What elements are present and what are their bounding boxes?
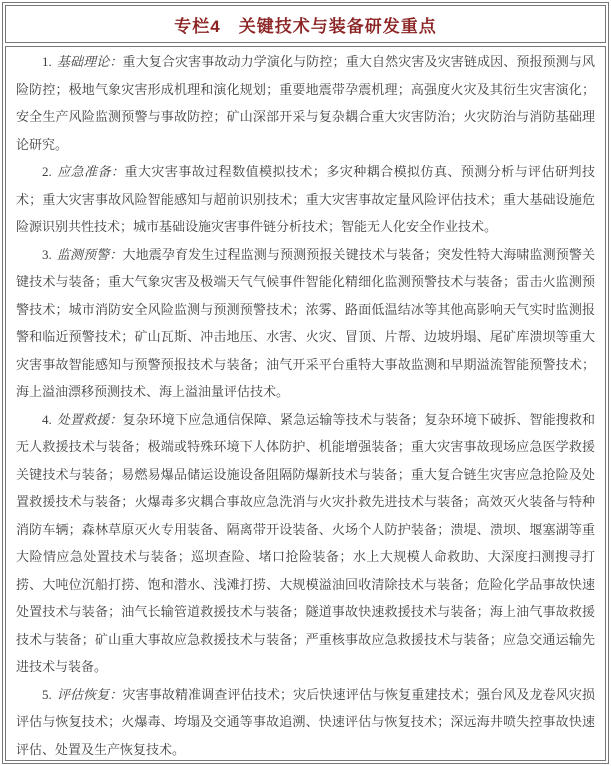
panel-title-box	[5, 5, 606, 43]
column-panel	[2, 2, 609, 764]
paragraph	[16, 48, 595, 158]
paragraph-text: 重大灾害事故过程数值模拟技术；多灾种耦合模拟仿真、预测分析与评估研判技术；重大灾害事故风险智能感知与超前识别技术；重大灾害事故定量风险评估技术；重大基础设施危险源识别共性技术；城市基础设施灾害事件链分析技术；智能无人化安全作业技术。	[16, 164, 595, 234]
paragraph-text: 大地震孕育发生过程监测与预测预报关键技术与装备；突发性特大海啸监测预警关键技术与装备；重大气象灾害及极端天气气候事件智能化精细化监测预警技术与装备；雷击火监测预警技术；城市消防安全风险监测与预测预警技术；浓雾、路面低温结冰等其他高影响天气实时监测报警和临近预警技术；矿山瓦斯、冲击地压、水害、火灾、冒顶、片帮、边坡坍塌、尾矿库溃坝等重大灾害事故智能感知与预警预报技术与装备；油气开采平台重特大事故监测和早期溢流智能预警技术；海上溢油漂移预测技术、海上溢油量评估技术。	[16, 246, 595, 399]
paragraph-label: 监测预警	[56, 246, 110, 262]
paragraph-label-separator: ：	[109, 54, 123, 69]
paragraph-number: 1.	[42, 54, 52, 69]
paragraph-number: 2.	[42, 164, 52, 179]
paragraph-label-separator: ：	[109, 246, 123, 262]
paragraph	[16, 406, 595, 681]
paragraph-number: 3.	[42, 246, 52, 262]
paragraph-label-separator: ：	[109, 686, 123, 702]
panel-title: 专栏4 关键技术与装备研发重点	[174, 16, 437, 36]
paragraph-text: 复杂环境下应急通信保障、紧急运输等技术与装备；复杂环境下破拆、智能搜救和无人救援技术与装备；极端或特殊环境下人体防护、机能增强装备；重大灾害事故现场应急医学救援关键技术与装备；易燃易爆品储运设施设备阻隔防爆新技术与装备；重大复合链生灾害应急抢险及处置救援技术与装备；火爆毒多灾耦合事故应急洗消与火灾扑救先进技术与装备；高效灭火装备与特种消防车辆；森林草原灭火专用装备、隔离带开设装备、火场个人防护装备；溃堤、溃坝、堰塞湖等重大险情应急处置技术与装备；巡坝查险、堵口抢险装备；水上大规模人命救助、大深度扫测搜寻打捞、大吨位沉船打捞、饱和潜水、浅滩打捞、大规模溢油回收清除技术与装备；危险化学品事故快速处置技术与装备；油气长输管道救援技术与装备；隧道事故快速救援技术与装备；海上油气事故救援技术与装备；矿山重大事故应急救援技术与装备；严重核事故应急救援技术与装备；应急交通运输先进技术与装备。	[16, 411, 595, 674]
paragraph-label: 应急准备	[56, 164, 112, 179]
paragraph-label: 处置救援	[56, 411, 110, 427]
paragraph-text: 重大复合灾害事故动力学演化与防控；重大自然灾害及灾害链成因、预报预测与风险防控；极地气象灾害形成机理和演化规划；重要地震带孕震机理；高强度火灾及其衍生灾害演化；安全生产风险监测预警与事故防控；矿山深部开采与复杂耦合重大灾害防治；火灾防治与消防基础理论研究。	[16, 54, 595, 152]
paragraph-number: 5.	[42, 686, 52, 702]
paragraph-label: 基础理论	[56, 54, 110, 69]
paragraph-label: 评估恢复	[56, 686, 110, 702]
paragraph-number: 4.	[42, 411, 52, 427]
paragraph	[16, 241, 595, 406]
paragraph-text: 灾害事故精准调查评估技术；灾后快速评估与恢复重建技术；强台风及龙卷风灾损评估与恢复技术；火爆毒、垮塌及交通等事故追溯、快速评估与恢复技术；深远海井喷失控事故快速评估、处置及生产恢复技术。	[16, 686, 595, 757]
paragraph-label-separator: ：	[109, 411, 123, 427]
paragraph	[16, 681, 595, 762]
panel-body	[5, 46, 606, 761]
paragraph-label-separator: ：	[111, 164, 125, 179]
paragraph	[16, 158, 595, 241]
